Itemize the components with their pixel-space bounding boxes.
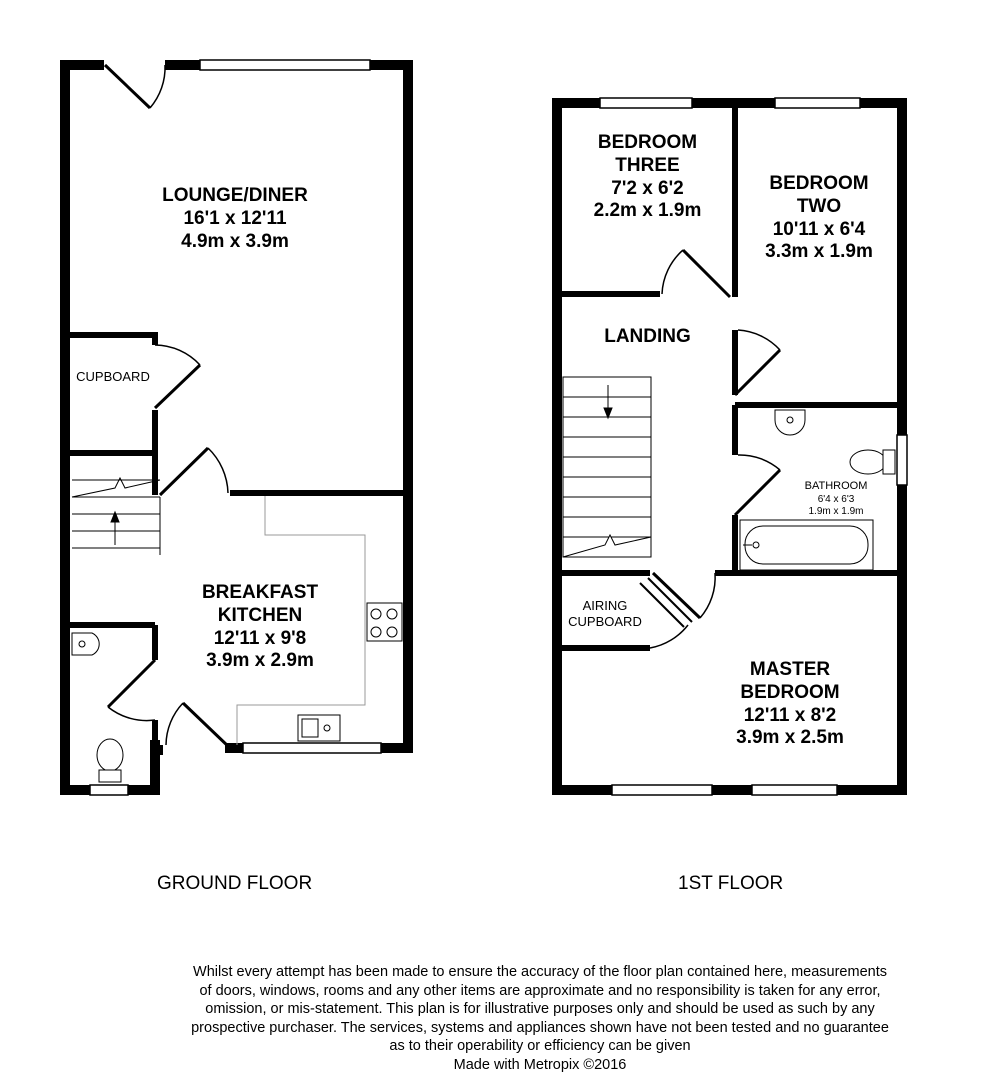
bathroom-toilet	[850, 450, 895, 474]
bathroom-imperial: 6'4 x 6'3	[817, 493, 855, 505]
kitchen-back-door	[166, 703, 230, 748]
ground-floor-plan	[65, 60, 408, 795]
ground-floor-title: GROUND FLOOR	[157, 873, 313, 894]
bedroom-two-imperial: 10'11 x 6'4	[772, 218, 866, 240]
ground-floor-internal-walls	[68, 335, 405, 755]
disclaimer-line-2: of doors, windows, rooms and any other items are approximate and no responsibility is taken for any error,	[199, 982, 881, 999]
bathroom-label	[782, 480, 890, 519]
bedroom-three-metric: 2.2m x 1.9m	[593, 200, 702, 222]
airing-cupboard-name-line1: AIRING	[582, 598, 628, 613]
bedroom-three-name-line1: BEDROOM	[597, 132, 698, 153]
master-bedroom-metric: 3.9m x 2.5m	[736, 727, 844, 749]
kitchen-name-line2: KITCHEN	[217, 604, 303, 626]
first-floor-title: 1ST FLOOR	[678, 873, 784, 894]
wc-door	[108, 660, 155, 721]
wc-window	[90, 785, 128, 795]
ground-floor-stairs	[72, 478, 160, 555]
kitchen-sink	[298, 715, 340, 741]
disclaimer-line-1: Whilst every attempt has been made to ensure the accuracy of the floor plan contained here, measurements	[193, 964, 887, 980]
master-bedroom-door	[653, 573, 715, 618]
first-floor-stairs	[563, 377, 651, 557]
lounge-window	[200, 60, 370, 70]
wc-basin	[72, 633, 99, 655]
bedroom-two-metric: 3.3m x 1.9m	[765, 241, 873, 263]
bathtub	[740, 520, 873, 570]
bedroom-two-name-line1: BEDROOM	[769, 173, 869, 194]
disclaimer-line-4: prospective purchaser. The services, systems and appliances shown have not been tested and no guarantee	[191, 1019, 889, 1036]
kitchen-name-line1: BREAKFAST	[201, 582, 319, 603]
bedroom-two-name-line2: TWO	[796, 195, 842, 217]
bathroom-name: BATHROOM	[804, 480, 868, 492]
master-bedroom-name-line2: BEDROOM	[740, 681, 840, 703]
kitchen-window	[243, 743, 381, 753]
breakfast-kitchen-label	[165, 582, 355, 673]
wc-toilet	[97, 739, 123, 782]
bedroom-three-label	[565, 132, 730, 223]
master-bedroom-label	[700, 659, 880, 750]
airing-cupboard-label	[560, 598, 650, 629]
bathroom-basin	[775, 410, 805, 435]
lounge-entrance-door	[105, 65, 165, 108]
disclaimer-line-6: Made with Metropix ©2016	[453, 1056, 627, 1073]
master-bedroom-name-line1: MASTER	[749, 659, 831, 680]
lounge-diner-imperial: 16'1 x 12'11	[183, 207, 287, 229]
master-bedroom-imperial: 12'11 x 8'2	[743, 704, 837, 726]
lounge-diner-label	[135, 185, 335, 253]
cupboard-door	[155, 345, 200, 408]
disclaimer-line-3: omission, or mis-statement. This plan is for illustrative purposes only and should be used as such by any	[205, 1001, 875, 1017]
disclaimer-line-5: as to their operability or efficiency can be given	[389, 1038, 691, 1054]
kitchen-metric: 3.9m x 2.9m	[206, 650, 314, 672]
disclaimer	[130, 963, 950, 1074]
bedroom-three-name-line2: THREE	[615, 154, 680, 176]
lounge-kitchen-door	[160, 448, 228, 495]
bedroom-three-imperial: 7'2 x 6'2	[611, 177, 684, 199]
cupboard-name: CUPBOARD	[76, 369, 150, 384]
airing-cupboard-name-line2: CUPBOARD	[568, 613, 642, 629]
landing-name: LANDING	[604, 326, 691, 347]
bedroom-two-door	[735, 330, 780, 395]
lounge-diner-metric: 4.9m x 3.9m	[181, 230, 289, 252]
hob	[367, 603, 402, 641]
landing-label	[575, 326, 720, 349]
bedroom-three-door	[662, 250, 730, 297]
bathroom-metric: 1.9m x 1.9m	[808, 506, 864, 518]
kitchen-imperial: 12'11 x 9'8	[213, 627, 307, 649]
cupboard-label	[66, 369, 160, 385]
bedroom-two-label	[740, 173, 898, 264]
ground-floor-outer-walls	[65, 65, 408, 790]
lounge-diner-name: LOUNGE/DINER	[162, 185, 308, 206]
bathroom-door	[735, 455, 780, 515]
